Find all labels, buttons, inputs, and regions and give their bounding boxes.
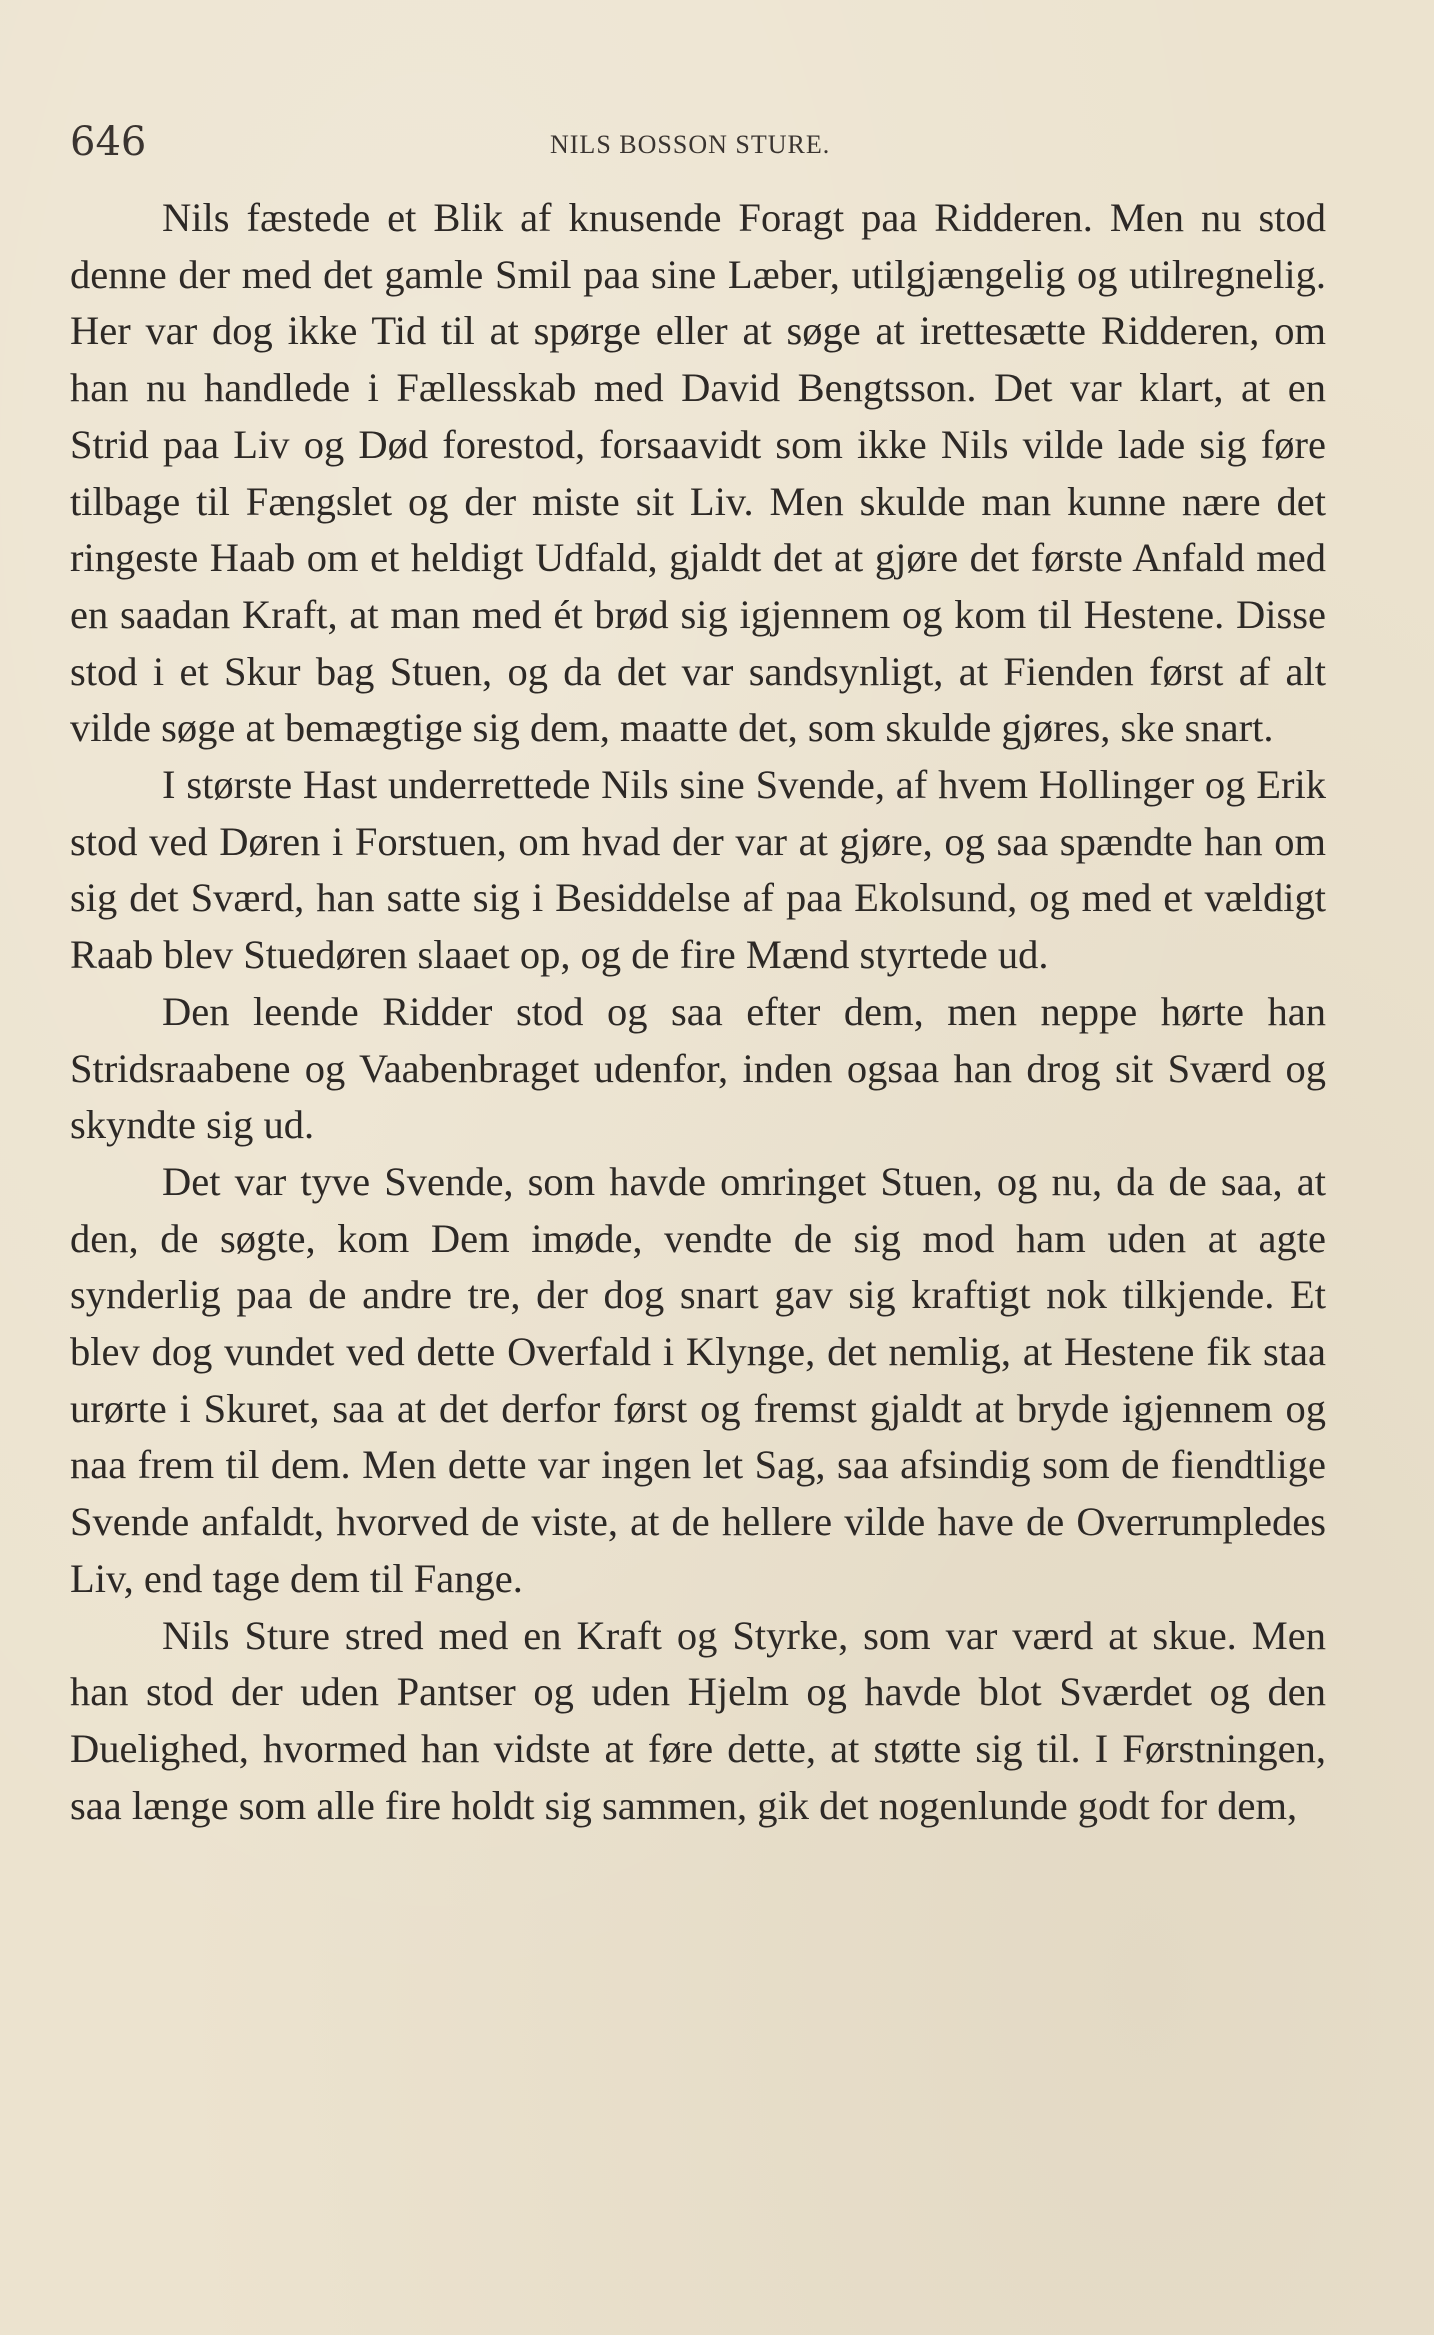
page-header	[70, 112, 1330, 172]
paragraph-5: Nils Sture stred med en Kraft og Styrke, som var værd at skue. Men han stod der uden Pantser og uden Hjelm og havde blot Sværdet og den Duelighed, hvormed han vidste at føre dette, at støtte sig til. I Førstningen, saa længe som alle fire holdt sig sammen, gik det nogenlunde godt for dem,	[70, 1612, 1326, 1828]
body-text	[70, 190, 1326, 1834]
paragraph-2: I største Hast underrettede Nils sine Svende, af hvem Hollinger og Erik stod ved Døren i Forstuen, om hvad der var at gjøre, og saa spændte han om sig det Sværd, han satte sig i Besiddelse af paa Ekolsund, og med et vældigt Raab blev Stuedøren slaaet op, og de fire Mænd styrtede ud.	[70, 762, 1326, 978]
running-head: NILS BOSSON STURE.	[550, 130, 831, 159]
paragraph-3: Den leende Ridder stod og saa efter dem, men neppe hørte han Stridsraabene og Vaabenbraget udenfor, inden ogsaa han drog sit Sværd og skyndte sig ud.	[70, 988, 1326, 1148]
page-number: 646	[70, 119, 147, 165]
paragraph-4: Det var tyve Svende, som havde omringet Stuen, og nu, da de saa, at den, de søgte, kom Dem imøde, vendte de sig mod ham uden at agte synderlig paa de andre tre, der dog snart gav sig kraftigt nok tilkjende. Et blev dog vundet ved dette Overfald i Klynge, det nemlig, at Hestene fik staa urørte i Skuret, saa at det derfor først og fremst gjaldt at bryde igjennem og naa frem til dem. Men dette var ingen let Sag, saa afsindig som de fiendtlige Svende anfaldt, hvorved de viste, at de hellere vilde have de Overrumpledes Liv, end tage dem til Fange.	[70, 1158, 1326, 1601]
paragraph-1: Nils fæstede et Blik af knusende Foragt paa Ridderen. Men nu stod denne der med det gamle Smil paa sine Læber, utilgjængelig og utilregnelig. Her var dog ikke Tid til at spørge eller at søge at irettesætte Ridderen, om han nu handlede i Fællesskab med David Bengtsson. Det var klart, at en Strid paa Liv og Død forestod, forsaavidt som ikke Nils vilde lade sig føre tilbage til Fængslet og der miste sit Liv. Men skulde man kunne nære det ringeste Haab om et heldigt Udfald, gjaldt det at gjøre det første Anfald med en saadan Kraft, at man med ét brød sig igjennem og kom til Hestene. Disse stod i et Skur bag Stuen, og da det var sandsynligt, at Fienden først af alt vilde søge at bemægtige sig dem, maatte det, som skulde gjøres, ske snart.	[70, 195, 1326, 751]
